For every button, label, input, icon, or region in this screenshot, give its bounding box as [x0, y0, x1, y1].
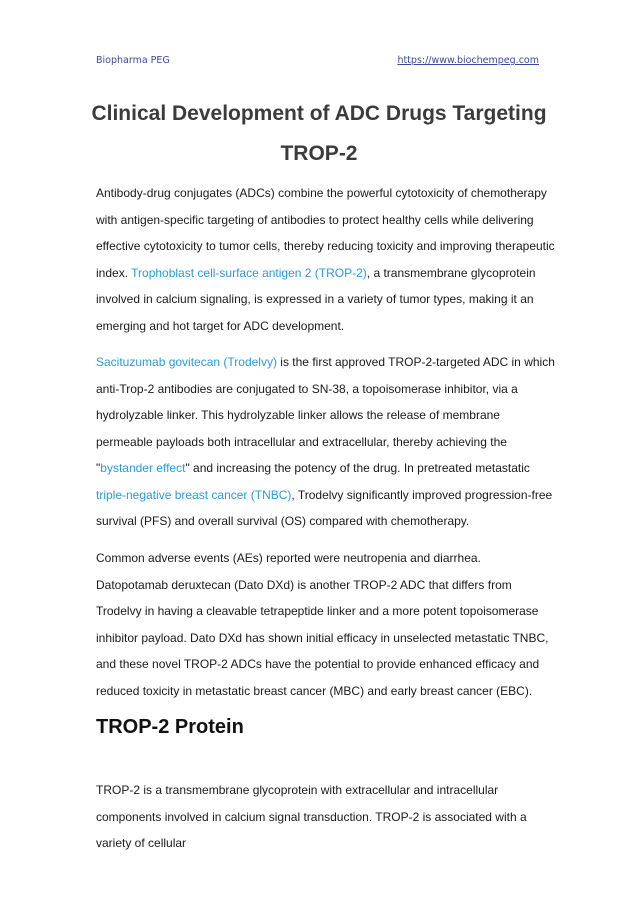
tnbc-link[interactable]: triple-negative breast cancer (TNBC) — [96, 487, 292, 502]
trodelvy-link[interactable]: Sacituzumab govitecan (Trodelvy) — [96, 355, 277, 369]
paragraph-adverse-events: Common adverse events (AEs) reported were neutropenia and diarrhea. Datopotamab deruxtecan (Dato DXd) is another TROP-2 ADC that differs from Trodelvy in having a cleavable tetrapeptide linker and a more potent topoisomerase inhibitor payload. Dato DXd has shown initial efficacy in unselected metastatic TNBC, and these novel TROP-2 ADCs have the potential to provide enhanced efficacy and reduced toxicity in metastatic breast cancer (MBC) and early breast cancer (EBC). — [96, 551, 549, 698]
header-url-link[interactable]: https://www.biochempeg.com — [397, 55, 539, 66]
paragraph-text: , Trodelvy significantly improved progression-free survival (PFS) and overall survival (OS) compared with chemotherapy. — [96, 487, 553, 528]
paragraph-text: " and increasing the potency of the drug. In pretreated metastatic — [185, 461, 530, 475]
trop2-link[interactable]: Trophoblast cell-surface antigen 2 (TROP-2) — [131, 265, 367, 280]
page-title: Clinical Development of ADC Drugs Targeting TROP-2 — [91, 102, 547, 165]
paragraph-trop2-protein: TROP-2 is a transmembrane glycoprotein with extracellular and intracellular components involved in calcium signal transduction. TROP-2 is associated with a variety of cellular — [96, 783, 527, 850]
section-heading: TROP-2 Protein — [96, 716, 244, 738]
paragraph-intro — [96, 180, 556, 339]
header-brand: Biopharma PEG — [96, 55, 170, 66]
bystander-effect-link[interactable]: bystander effect — [100, 461, 186, 475]
paragraph-text: is the first approved TROP-2-targeted ADC in which anti-Trop-2 antibodies are conjugated to SN-38, a topoisomerase inhibitor, via a hydrolyzable linker. This hydrolyzable linker allows the release of membrane permeable payloads both intracellular and extracellular, thereby achieving the " — [96, 355, 555, 475]
paragraph-text: , a transmembrane glycoprotein involved in calcium signaling, is expressed in a variety of tumor types, making it an emerging and hot target for ADC development. — [96, 265, 536, 333]
paragraph-text: Antibody-drug conjugates (ADCs) combine the powerful cytotoxicity of chemotherapy with antigen-specific targeting of antibodies to protect healthy cells while delivering effective cytotoxicity to tumor cells, thereby reducing toxicity and improving therapeutic index. — [96, 186, 555, 280]
paragraph-trodelvy — [96, 349, 556, 535]
